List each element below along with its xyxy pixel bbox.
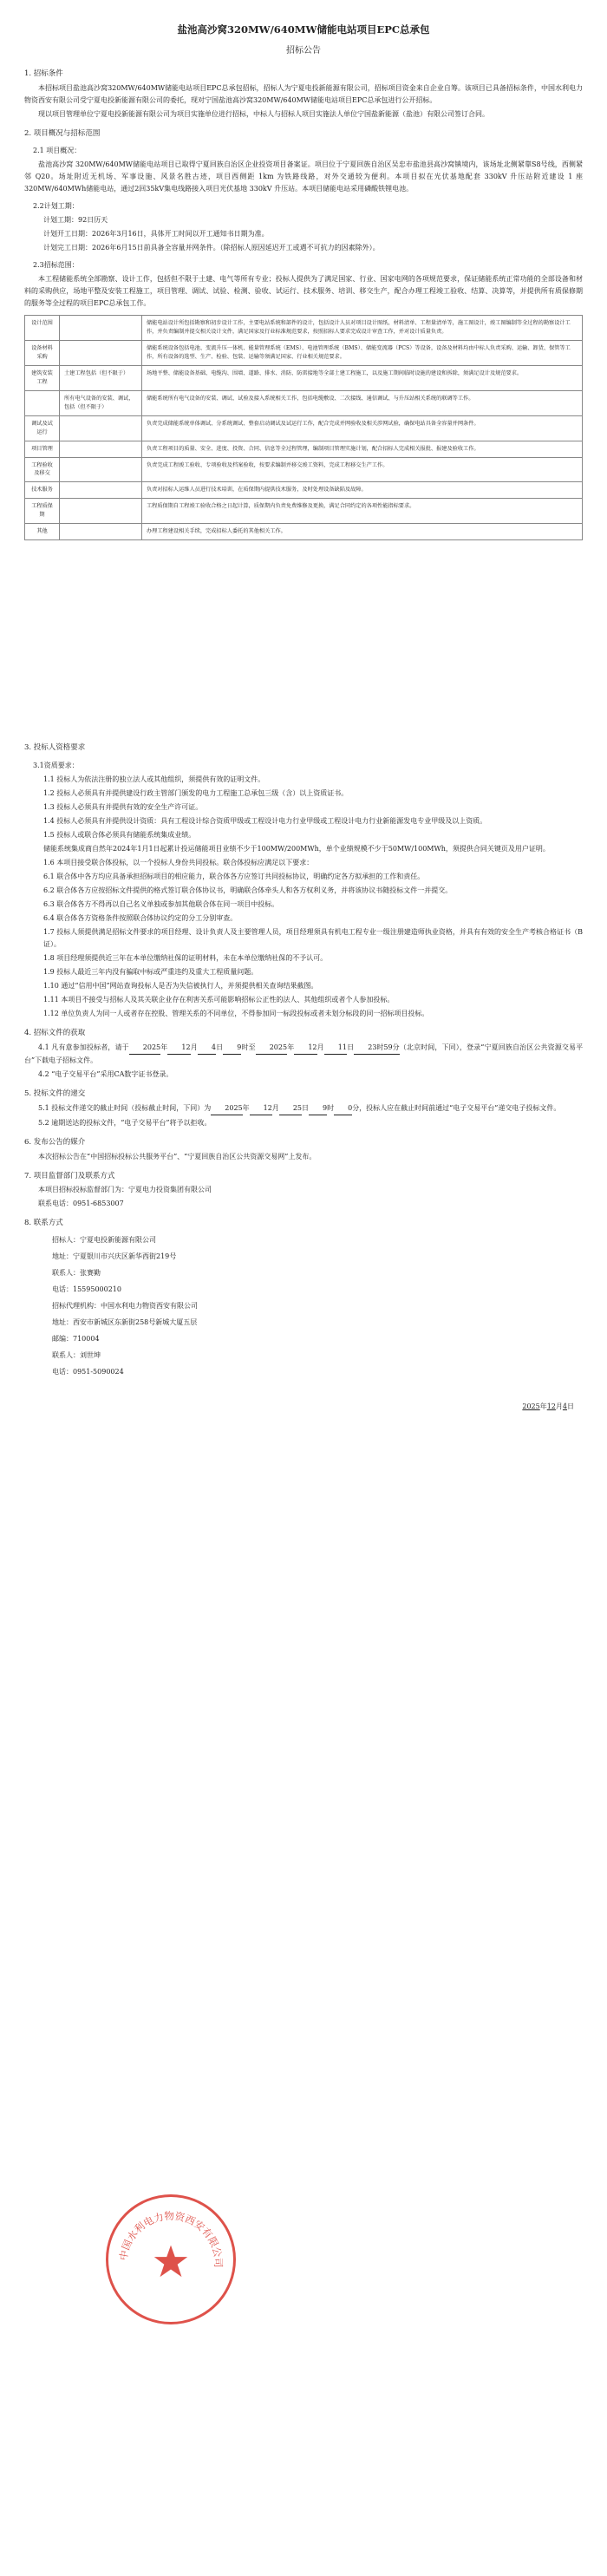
- contact-row: 电话：0951-5090024: [52, 1368, 124, 1376]
- s4-end-hour: 23时59分: [354, 1042, 399, 1055]
- scope-category-cell: 项目管理: [25, 441, 60, 457]
- qualification-item: 储能系统集成商自然年2024年1月1日起累计投运储能项目业绩不少于100MW/200MWh，单个业绩规模不少于50MW/100MWh，须提供合同关键页及用户证明。: [43, 844, 550, 853]
- seal-text: 中国水利电力物资西安有限公司: [117, 2209, 225, 2268]
- contact-row: 联系人：张赛勤: [52, 1269, 101, 1278]
- scope-category-cell: [25, 390, 60, 415]
- sign-day: 4: [562, 1402, 567, 1411]
- scope-subcategory-cell: [60, 415, 142, 441]
- s4-text-post: （北京时间，下同），登录“宁夏回族自治区公共资源交易平台”下载电子招标文件。: [24, 1043, 584, 1064]
- scope-description-cell: 储能系统设备包括电池、变流升压一体机、能量管理系统（EMS）、电池管理系统（BMS）、储能变流器（PCS）等设备，设备及材料均由中标人负责采购、运输、卸货、保管等工作，所有设备的选型、生产、检验、包装、运输等须满足国家、行业相关规范要求。: [142, 341, 583, 366]
- scope-subcategory-cell: 所有电气设备的安装、调试，包括（但不限于）: [60, 390, 142, 415]
- scope-description-cell: 储能系统所有电气设备的安装、调试、试验及接入系统相关工作，包括电缆敷设、二次接线、通信调试、与升压站相关系统的联调等工作。: [142, 390, 583, 415]
- section-1-heading: 1. 招标条件: [24, 69, 63, 78]
- scope-description-cell: 场地平整、储能设备基础、电缆沟、围墙、道路、排水、消防、防雷接地等全部土建工程施工，以及施工期间临时设施的建设和拆除，须满足设计及规范要求。: [142, 366, 583, 391]
- s4-start-month: 12: [167, 1042, 190, 1055]
- qualification-item: 1.11 本项目不接受与招标人及其关联企业存在利害关系可能影响招标公正性的法人、其他组织或者个人参加投标。: [43, 995, 395, 1004]
- qualification-item: 1.3 投标人必须具有并提供有效的安全生产许可证。: [43, 802, 203, 811]
- scope-description-cell: 负责工程项目的质量、安全、进度、投资、合同、信息等全过程管理，编制项目管理实施计划，配合招标人完成相关报批、报建及验收工作。: [142, 441, 583, 457]
- qualification-item: 1.12 单位负责人为同一人或者存在控股、管理关系的不同单位，不得参加同一标段投标或者未划分标段的同一招标项目投标。: [43, 1009, 429, 1017]
- scope-table-row: [25, 415, 583, 441]
- scope-category-cell: 调试及试运行: [25, 415, 60, 441]
- section-6-heading: 6. 发布公告的媒介: [24, 1137, 86, 1147]
- section-5-2-paragraph: 5.2 逾期送达的投标文件，“电子交易平台”将予以拒收。: [38, 1118, 212, 1127]
- scope-subcategory-cell: [60, 524, 142, 540]
- seal-star-icon: [154, 2246, 187, 2277]
- qualification-item: 1.4 投标人必须具有并提供设计资质：具有工程设计综合资质甲级或工程设计电力行业甲级或工程设计电力行业新能源发电专业甲级及以上资质。: [43, 816, 487, 825]
- s4-start-year: 2025: [129, 1042, 160, 1055]
- section-1-paragraph-2: 现以项目管理单位宁夏电投新能源有限公司为项目实施单位进行招标，中标人与招标人项目实施法人单位宁国盐新能源（盐池）有限公司签订合同。: [38, 109, 489, 118]
- page-gap: [24, 544, 583, 735]
- scope-description-cell: 负责完成储能系统单体调试、分系统调试、整套启动调试及试运行工作，配合完成并网验收及相关涉网试验，确保电站具备全容量并网条件。: [142, 415, 583, 441]
- contact-row: 联系人：刘世坤: [52, 1351, 101, 1360]
- s4-start-hour: 9: [223, 1042, 241, 1055]
- s4-text-mid: 至: [248, 1043, 256, 1051]
- qualification-item: 6.2 联合体各方应按招标文件提供的格式签订联合体协议书，明确联合体牵头人和各方权利义务，并将该协议书随投标文件一并提交。: [43, 886, 453, 894]
- scope-description-cell: 工程质保期自工程竣工验收合格之日起计算，质保期内负责免费维修及更换，满足合同约定的各项性能指标要求。: [142, 499, 583, 524]
- section-4-2-paragraph: 4.2 “电子交易平台”采用CA数字证书登录。: [38, 1069, 173, 1078]
- qualification-item: 1.1 投标人为依法注册的独立法人或其他组织，须提供有效的证明文件。: [43, 775, 265, 783]
- scope-subcategory-cell: [60, 482, 142, 499]
- s5-day: 25: [279, 1102, 302, 1115]
- section-3-heading: 3. 投标人资格要求: [24, 743, 86, 753]
- scope-subcategory-cell: [60, 316, 142, 341]
- scope-subcategory-cell: [60, 441, 142, 457]
- scope-category-cell: 建筑安装工程: [25, 366, 60, 391]
- scope-description-cell: 负责完成工程竣工验收、专项验收及档案验收，按要求编制并移交竣工资料，完成工程移交生产工作。: [142, 457, 583, 482]
- scope-table-row: [25, 482, 583, 499]
- s4-end-year: 2025: [256, 1042, 287, 1055]
- qualification-item: 1.6 本项目接受联合体投标，以一个投标人身份共同投标。联合体投标应满足以下要求：: [43, 858, 314, 866]
- supervisor-phone: 联系电话：0951-6853007: [38, 1200, 124, 1208]
- scope-description-cell: 储能电站设计所包括勘察和初步设计工作，主要电站系统和部件的设计，包括设计人员对项目设计图纸、材料清单、工程量清单等，施工图设计，竣工图编制等全过程的勘察设计工作，并负责编制并提交相关设计文件，满足国家及行业标准规范要求，按照招标人要求完成设计审查工作，并对设计质量负责。: [142, 316, 583, 341]
- s4-text-pre: 4.1 凡有意参加投标者，请于: [38, 1043, 129, 1051]
- qualification-item: 1.9 投标人最近三年内没有骗取中标或严重违约及重大工程质量问题。: [43, 967, 258, 976]
- qualification-item: 1.5 投标人或联合体必须具有储能系统集成业绩。: [43, 830, 196, 839]
- scope-description-cell: 负责对招标人运维人员进行技术培训，在质保期内提供技术服务，及时处理设备缺陷及故障。: [142, 482, 583, 499]
- section-2-2-heading: 2.2计划工期：: [33, 202, 79, 211]
- scope-subcategory-cell: [60, 499, 142, 524]
- scope-table-row: [25, 524, 583, 540]
- qualification-item: 1.10 通过“信用中国”网站查询投标人是否为失信被执行人，并须提供相关查询结果截图。: [43, 981, 318, 990]
- scope-table-row: [25, 390, 583, 415]
- scope-table-row: [25, 316, 583, 341]
- contact-row: 邮编：710004: [52, 1335, 100, 1344]
- contact-row: 地址：宁夏银川市兴庆区新华西街219号: [52, 1252, 177, 1261]
- section-3-1-heading: 3.1资质要求：: [33, 761, 79, 769]
- s4-start-day: 4: [198, 1042, 216, 1055]
- scope-table-row: [25, 499, 583, 524]
- scope-category-cell: 设计范围: [25, 316, 60, 341]
- s5-month: 12: [250, 1102, 272, 1115]
- contact-list: [24, 1234, 583, 1378]
- section-6-paragraph: 本次招标公告在“中国招标投标公共服务平台”、“宁夏回族自治区公共资源交易网”上发布。: [38, 1152, 317, 1161]
- schedule-duration: 计划工期：92日历天: [43, 216, 108, 225]
- qualification-item: 1.2 投标人必须具有并提供建设行政主管部门颁发的电力工程施工总承包三级（含）以上资质证书。: [43, 788, 349, 797]
- sign-month: 12: [546, 1402, 556, 1411]
- sign-year: 2025: [522, 1402, 540, 1411]
- s4-end-month: 12: [294, 1042, 317, 1055]
- document-title: 盐池高沙窝320MW/640MW储能电站项目EPC总承包: [177, 23, 430, 36]
- section-8-heading: 8. 联系方式: [24, 1219, 63, 1228]
- scope-category-cell: 技术服务: [25, 482, 60, 499]
- scope-category-cell: 设备材料采购: [25, 341, 60, 366]
- company-seal: [106, 2194, 236, 2324]
- scope-category-cell: 工程验收及移交: [25, 457, 60, 482]
- section-2-3-heading: 2.3招标范围：: [33, 261, 79, 270]
- section-4-heading: 4. 招标文件的获取: [24, 1028, 86, 1037]
- section-2-1-heading: 2.1 项目概况：: [33, 147, 82, 155]
- scope-category-cell: 其他: [25, 524, 60, 540]
- qualification-item: 6.1 联合体中各方均应具备承担招标项目的相应能力，联合体各方应签订共同投标协议，明确约定各方拟承担的工作和责任。: [43, 872, 425, 880]
- scope-subcategory-cell: [60, 457, 142, 482]
- scope-table-row: [25, 366, 583, 391]
- signature-date: 2025年12月4日: [522, 1402, 574, 1411]
- schedule-end: 计划完工日期：2026年6月15日前具备全容量并网条件。（除招标人原因延迟开工或遇不可抗力的因素除外）。: [43, 244, 380, 252]
- contact-row: 招标人：宁夏电投新能源有限公司: [52, 1236, 156, 1245]
- qualification-item: 1.7 投标人须提供满足招标文件要求的项目经理、设计负责人及主要管理人员，项目经理须具有机电工程专业一级注册建造师执业资格，并具有有效的安全生产考核合格证书（B证）。: [43, 927, 583, 948]
- scope-table-row: [25, 457, 583, 482]
- s5-text-post: 分，投标人应在截止时间前通过“电子交易平台”递交电子投标文件。: [352, 1103, 561, 1112]
- section-2-heading: 2. 项目概况与招标范围: [24, 128, 101, 138]
- scope-subcategory-cell: 土建工程包括（但不限于）: [60, 366, 142, 391]
- s5-year: 2025: [211, 1102, 242, 1115]
- section-7-heading: 7. 项目监督部门及联系方式: [24, 1171, 115, 1180]
- section-2-1-paragraph: 盐池高沙窝 320MW/640MW储能电站项目已取得宁夏回族自治区企业投资项目备案证。项目位于宁夏回族自治区吴忠市盐池县高沙窝镇境内，该场址北侧紧靠S8号线，西侧紧邻 Q20。场址附近无机场、军事设施、风景名胜古迹，项目西侧距 1km 为铁路线路，对外交通较为便利。本项目拟在光伏基地配套 330kV 升压站附近建设 1 座 320MW/640MWh储能电站，通过2回35kV集电线路接入项目光伏基地 330kV 升压站。本项目储能电站采用磷酸铁锂电池。: [24, 160, 583, 193]
- scope-table-row: [25, 341, 583, 366]
- qualification-list: [24, 774, 583, 1020]
- section-2-3-paragraph: 本工程储能系统全部勘察、设计工作，包括但不限于土建、电气等所有专业；投标人提供为了满足国家、行业、国家电网的各项规范要求，保证储能系统正常功能的全部设备和材料的采购供应，场地平整及安装工程施工，项目管理、调试、试验、检测、验收、试运行、技术服务、培训、移交生产，配合办理工程竣工验收、结算、决算等，并提供所有质保修期的服务等全过程的项目EPC总承包工作。: [24, 275, 583, 308]
- seal-graphic: [108, 2197, 233, 2322]
- document-subtitle: 招标公告: [286, 46, 321, 56]
- scope-table: [24, 315, 583, 540]
- supervisor-department: 本项目招标投标监督部门为：宁夏电力投资集团有限公司: [38, 1186, 212, 1194]
- s5-minute: 0: [334, 1102, 352, 1115]
- s5-hour: 9: [309, 1102, 327, 1115]
- section-1-paragraph-1: 本招标项目盐池高沙窝320MW/640MW储能电站项目EPC总承包招标，招标人为宁夏电投新能源有限公司，招标项目资金来自企业自筹。该项目已具备招标条件，中国水利电力物资西安有限公司受宁夏电投新能源有限公司的委托，现对宁国盐池高沙窝320MW/640MW储能电站项目EPC总承包进行公开招标。: [24, 83, 583, 104]
- qualification-item: 6.3 联合体各方不得再以自己名义单独或参加其他联合体在同一项目中投标。: [43, 899, 279, 908]
- scope-category-cell: 工程质保期: [25, 499, 60, 524]
- s4-end-day: 11: [324, 1042, 347, 1055]
- qualification-item: 6.4 联合体各方资格条件按照联合体协议约定的分工分别审查。: [43, 913, 238, 922]
- contact-row: 电话：15595000210: [52, 1285, 121, 1294]
- qualification-item: 1.8 项目经理须提供近三年在本单位缴纳社保的证明材料，未在本单位缴纳社保的不予认可。: [43, 953, 328, 962]
- section-5-heading: 5. 投标文件的递交: [24, 1089, 86, 1098]
- section-5-1-paragraph: 5.1 投标文件递交的截止时间（投标截止时间，下同）为 2025年 12月 25日 9时 0分，投标人应在截止时间前通过“电子交易平台”递交电子投标文件。: [24, 1102, 583, 1115]
- contact-row: 地址：西安市新城区东新街258号新城大厦五层: [52, 1318, 198, 1327]
- scope-subcategory-cell: [60, 341, 142, 366]
- section-4-1-paragraph: 4.1 凡有意参加投标者，请于 2025年 12月 4日 9时至 2025年 12月 11日 23时59分（北京时间，下同），登录“宁夏回族自治区公共资源交易平台”下载电子招标文件。: [24, 1043, 584, 1064]
- scope-table-row: [25, 441, 583, 457]
- schedule-start: 计划开工日期：2026年3月16日，具体开工时间以开工通知书日期为准。: [43, 230, 269, 239]
- contact-row: 招标代理机构：中国水利电力物资西安有限公司: [52, 1302, 198, 1311]
- scope-description-cell: 办理工程建设相关手续，完成招标人委托的其他相关工作。: [142, 524, 583, 540]
- s5-text-pre: 5.1 投标文件递交的截止时间（投标截止时间，下同）为: [38, 1103, 212, 1112]
